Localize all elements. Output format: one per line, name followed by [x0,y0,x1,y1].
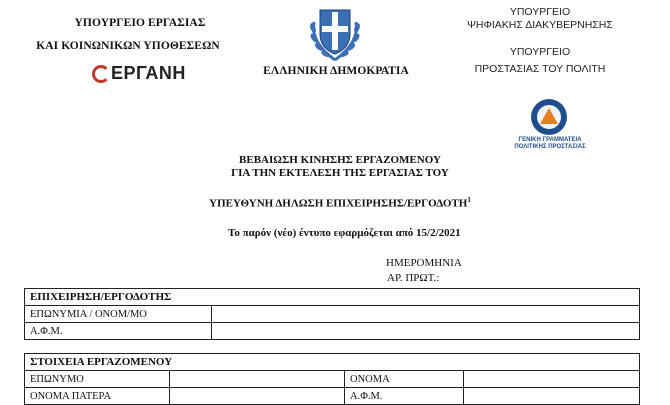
employer-table [24,288,640,340]
ministry-labour-line1: ΥΠΟΥΡΓΕΙΟ ΕΡΓΑΣΙΑΣ [74,17,206,29]
table-row [25,306,640,323]
table-row [25,371,640,388]
doc-title-line2: ΓΙΑ ΤΗΝ ΕΚΤΕΛΕΣΗ ΤΗΣ ΕΡΓΑΣΙΑΣ ΤΟΥ [231,167,449,179]
greek-coat-of-arms-icon [304,2,366,62]
doc-subtitle-text: ΥΠΕΥΘΥΝΗ ΔΗΛΩΣΗ ΕΠΙΧΕΙΡΗΣΗΣ/ΕΡΓΟΔΟΤΗ [209,197,468,210]
ergani-logo [92,63,186,84]
ministry-digital-line1: ΥΠΟΥΡΓΕΙΟ [509,6,571,18]
employer-name-label: ΕΠΩΝΥΜΙΑ / ΟΝΟΜ/ΜΟ [25,306,212,323]
date-label: ΗΜΕΡΟΜΗΝΙΑ [386,257,462,269]
civil-protection-emblem-icon [521,96,577,136]
ministry-digital-line2: ΨΗΦΙΑΚΗΣ ΔΙΑΚΥΒΕΡΝΗΣΗΣ [467,19,613,31]
ministry-labour-line2: ΚΑΙ ΚΟΙΝΩΝΙΚΩΝ ΥΠΟΘΕΣΕΩΝ [36,40,220,52]
employer-afm-label: Α.Φ.Μ. [25,323,212,340]
employee-afm-label: Α.Φ.Μ. [345,388,464,405]
gscp-line1: ΓΕΝΙΚΗ ΓΡΑΜΜΑΤΕΙΑ [518,137,582,143]
footnote-marker: 1 [467,196,471,204]
civil-protection-emblem-text: ΟΛΙΤΙΚΗ ΠΡΟΣΤΑΣΙΑ • ΕΛΛΑ [526,96,572,118]
employee-table [24,353,640,405]
employee-surname-label: ΕΠΩΝΥΜΟ [25,371,170,388]
table-row [25,289,640,306]
employer-afm-field[interactable] [212,323,640,340]
effective-date-note: Το παρόν (νέο) έντυπο εφαρμόζεται από 15/2/2021 [228,227,461,239]
ergani-logo-text: ΕΡΓΑΝΗ [111,63,186,83]
employee-firstname-label: ΟΝΟΜΑ [345,371,464,388]
employee-father-name-label: ΟΝΟΜΑ ΠΑΤΕΡΑ [25,388,170,405]
doc-title-line1: ΒΕΒΑΙΩΣΗ ΚΙΝΗΣΗΣ ΕΡΓΑΖΟΜΕΝΟΥ [239,154,441,166]
gscp-line2: ΠΟΛΙΤΙΚΗΣ ΠΡΟΣΤΑΣΙΑΣ [514,144,586,150]
employer-section-title: ΕΠΙΧΕΙΡΗΣΗ/ΕΡΓΟΔΟΤΗΣ [25,289,640,306]
doc-subtitle [180,196,500,210]
ministry-protection-line1: ΥΠΟΥΡΓΕΙΟ [509,46,571,58]
employee-firstname-field[interactable] [464,371,640,388]
ministry-protection-line2: ΠΡΟΣΤΑΣΙΑΣ ΤΟΥ ΠΟΛΙΤΗ [474,63,606,75]
ergani-logo-icon [92,65,110,83]
table-row [25,323,640,340]
employee-surname-field[interactable] [170,371,345,388]
employer-name-field[interactable] [212,306,640,323]
employee-section-title: ΣΤΟΙΧΕΙΑ ΕΡΓΑΖΟΜΕΝΟΥ [25,354,640,371]
table-row [25,354,640,371]
hellenic-republic-label: ΕΛΛΗΝΙΚΗ ΔΗΜΟΚΡΑΤΙΑ [263,65,409,77]
protocol-number-label: ΑΡ. ΠΡΩΤ.: [387,272,440,284]
